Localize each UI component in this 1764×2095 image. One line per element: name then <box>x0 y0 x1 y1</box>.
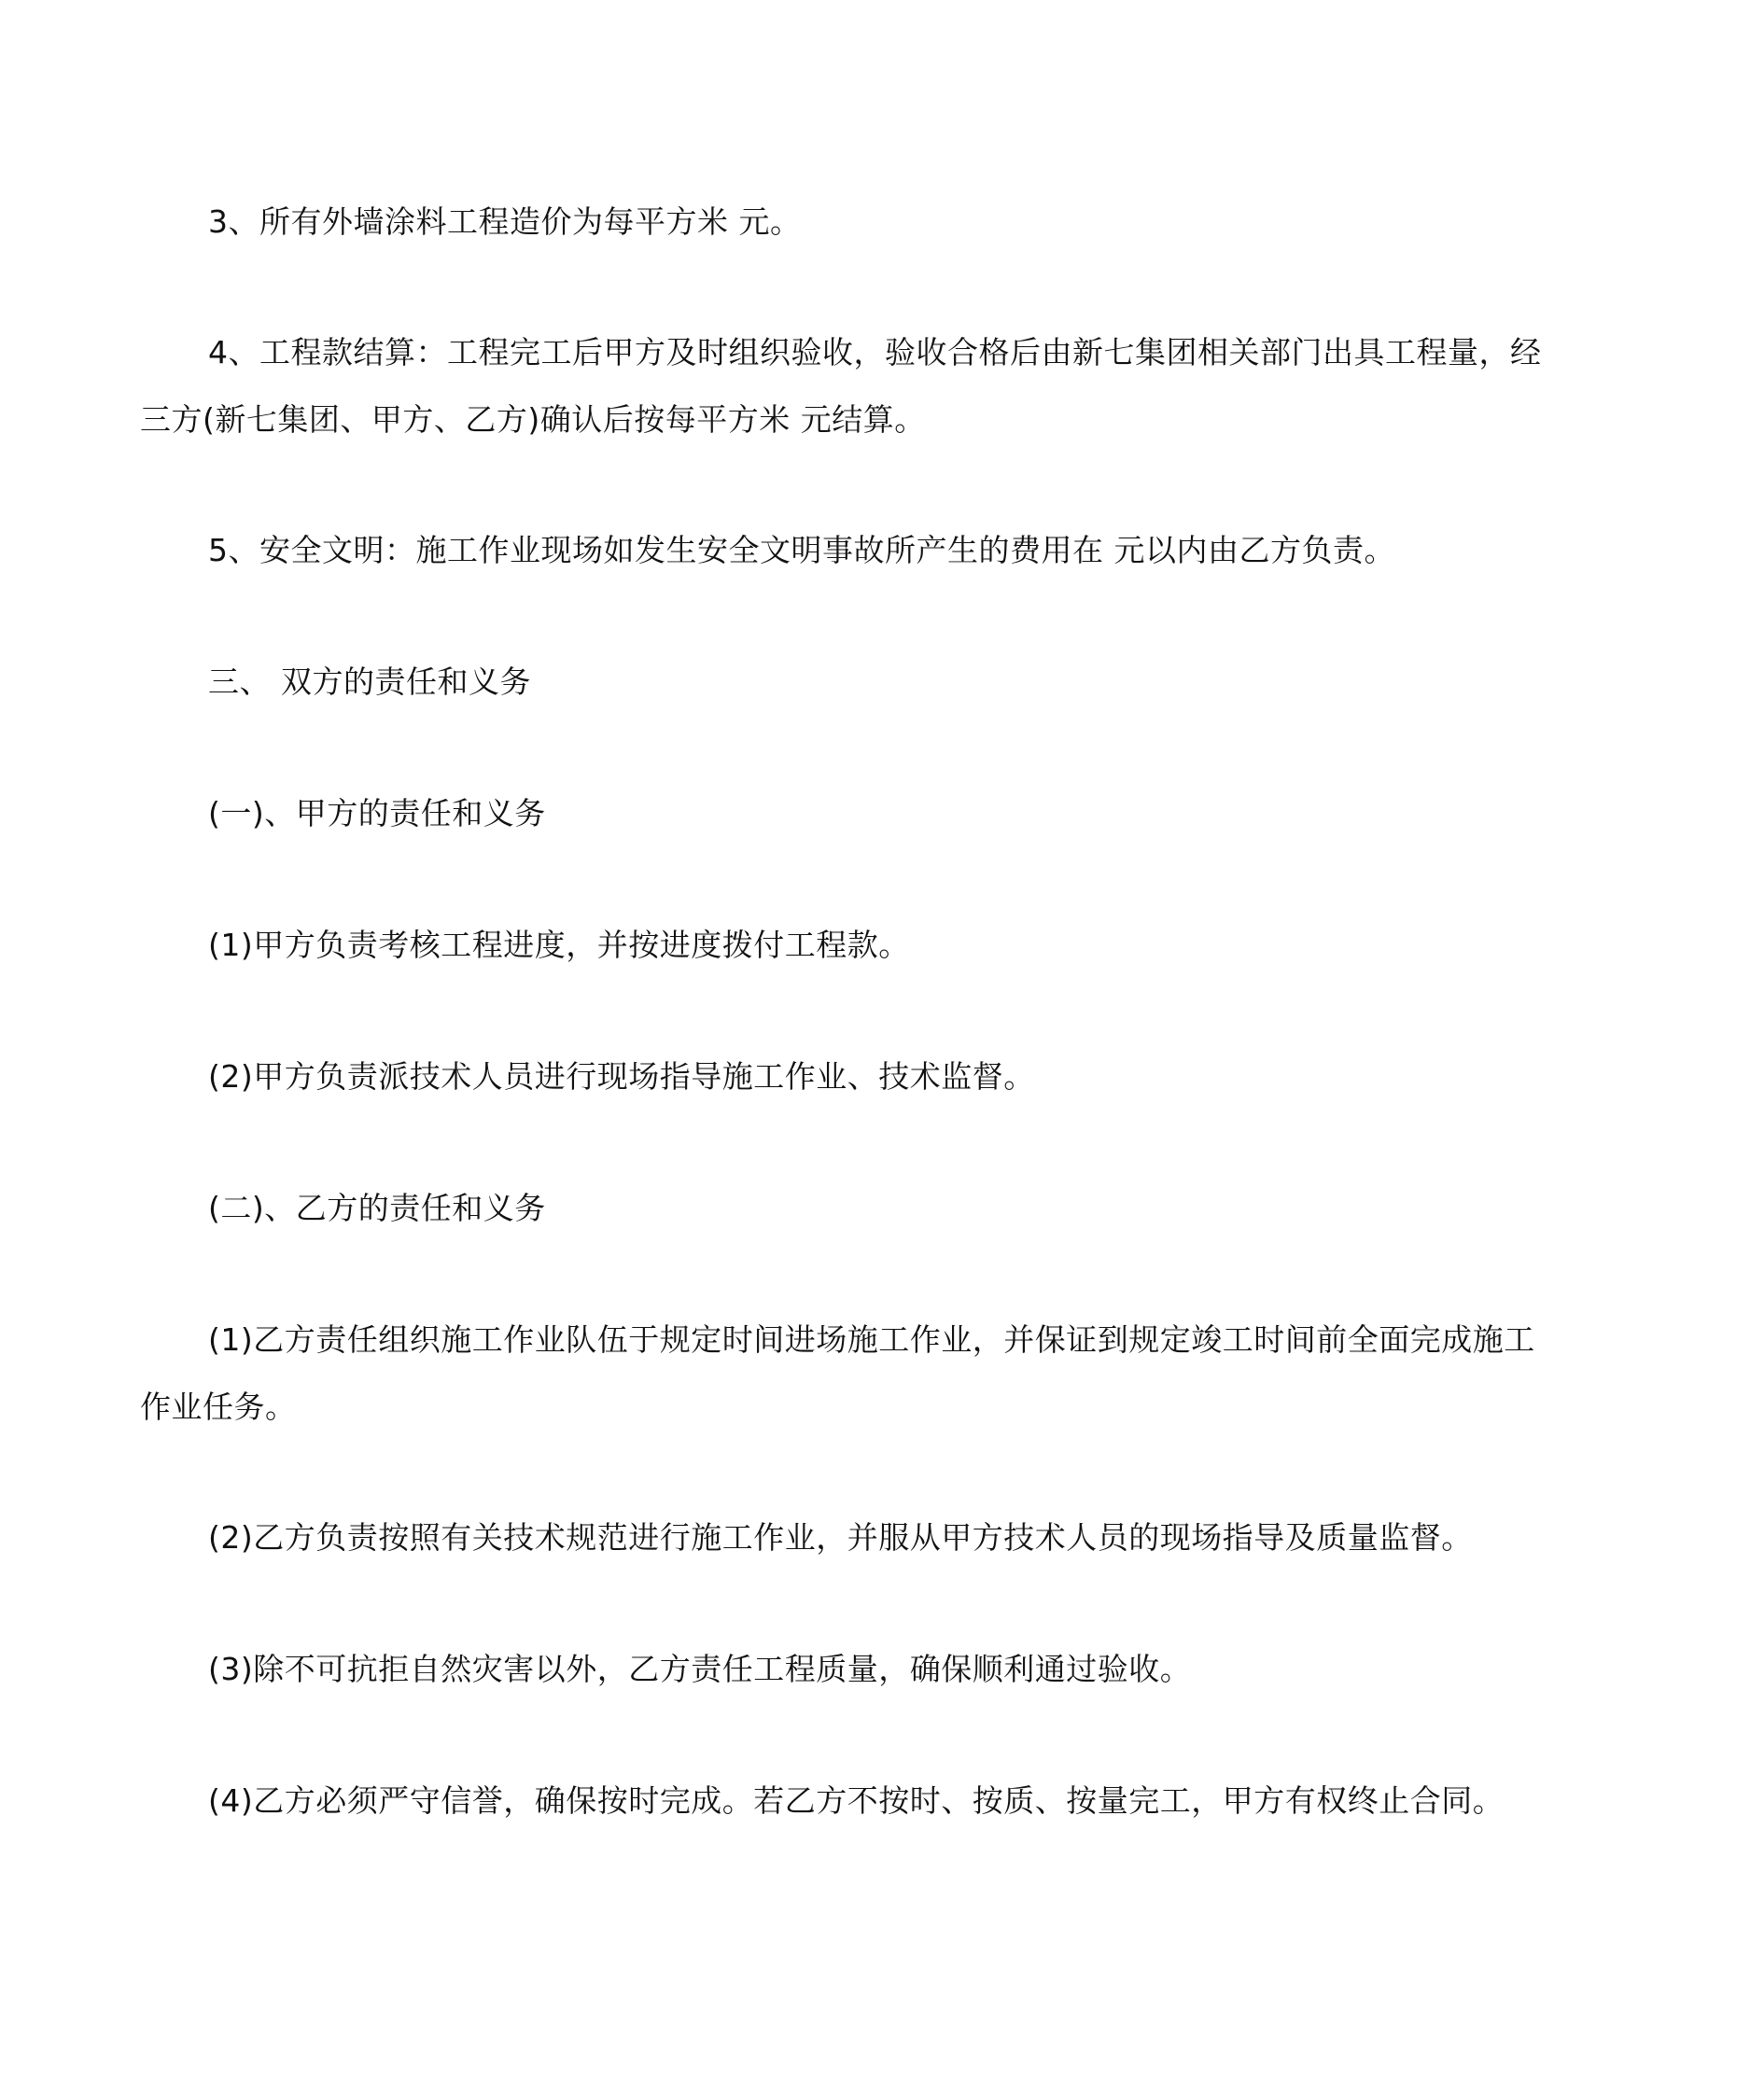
party-b-item-1-line-1: (1)乙方责任组织施工作业队伍于规定时间进场施工作业，并保证到规定竣工时间前全面完成施工 <box>208 1321 1535 1358</box>
party-b-item-4: (4)乙方必须严守信誉，确保按时完成。若乙方不按时、按质、按量完工，甲方有权终止合同。 <box>208 1782 1505 1819</box>
clause-5-safety: 5、安全文明：施工作业现场如发生安全文明事故所产生的费用在 元以内由乙方负责。 <box>208 532 1395 568</box>
party-a-item-1: (1)甲方负责考核工程进度，并按进度拨付工程款。 <box>208 927 910 963</box>
party-b-item-1-line-2: 作业任务。 <box>140 1389 297 1425</box>
clause-4-settlement-line-1: 4、工程款结算：工程完工后甲方及时组织验收，验收合格后由新七集团相关部门出具工程量，经 <box>208 334 1542 370</box>
party-a-heading: (一)、甲方的责任和义务 <box>208 795 546 831</box>
section-3-heading: 三、 双方的责任和义务 <box>208 663 531 700</box>
party-b-item-3: (3)除不可抗拒自然灾害以外，乙方责任工程质量，确保顺利通过验收。 <box>208 1651 1192 1687</box>
clause-3-price: 3、所有外墙涂料工程造价为每平方米 元。 <box>208 203 802 240</box>
party-a-item-2: (2)甲方负责派技术人员进行现场指导施工作业、技术监督。 <box>208 1058 1035 1095</box>
clause-4-settlement-line-2: 三方(新七集团、甲方、乙方)确认后按每平方米 元结算。 <box>140 401 926 438</box>
party-b-heading: (二)、乙方的责任和义务 <box>208 1190 546 1226</box>
party-b-item-2: (2)乙方负责按照有关技术规范进行施工作业，并服从甲方技术人员的现场指导及质量监督。 <box>208 1519 1473 1556</box>
